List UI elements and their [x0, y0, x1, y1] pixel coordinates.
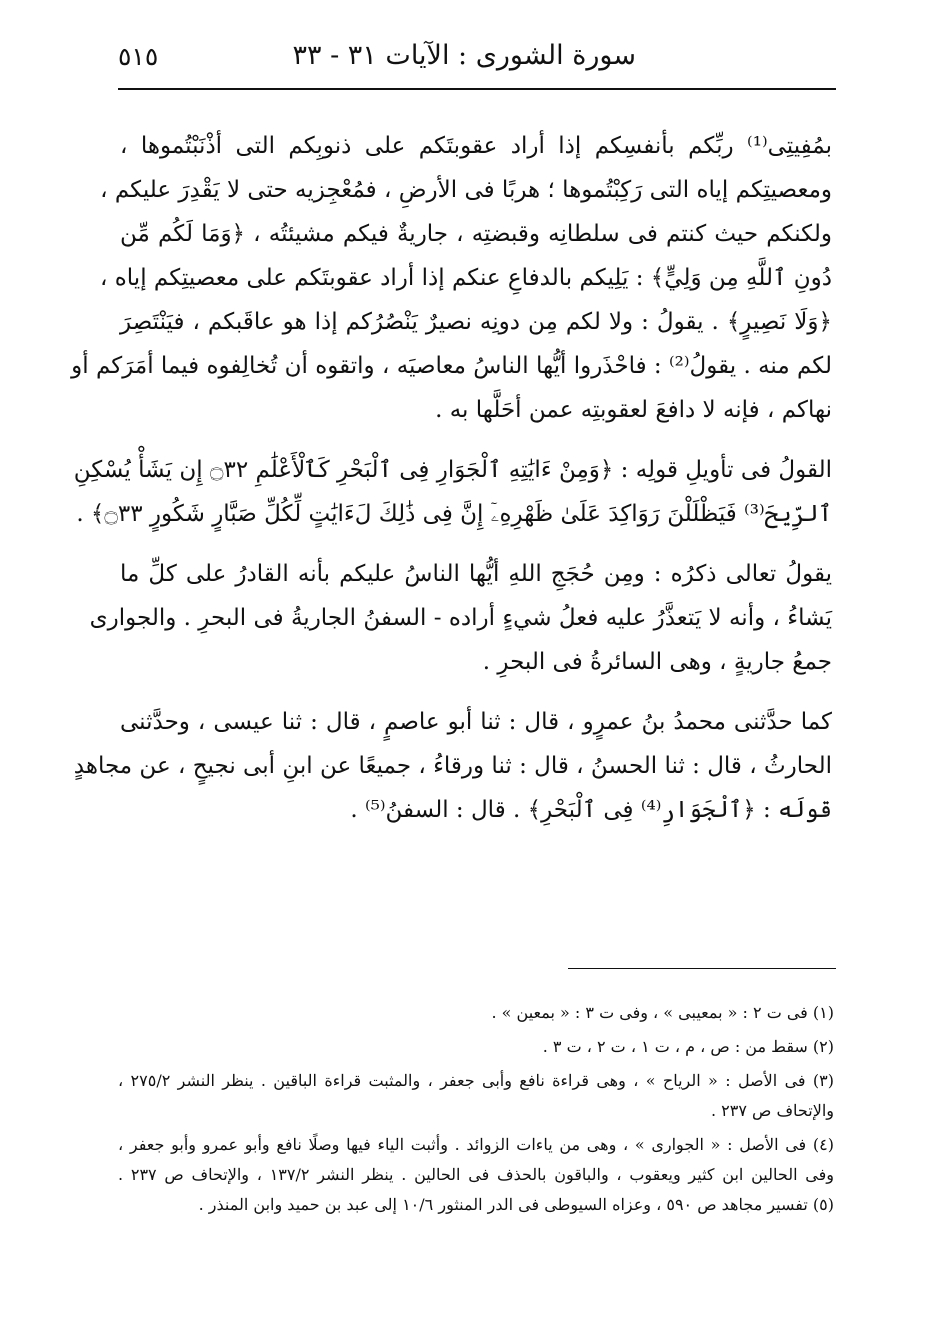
text-line: الحارثُ ، قال : ثنا الحسنُ ، قال : ثنا ورقاءُ ، جميعًا عن ابنِ أبى نجيحٍ ، عن مجاهدٍ: [73, 753, 832, 779]
text-line: دُونِ ٱللَّهِ مِن وَلِيٍّ﴾ : يَلِيكم بالدفاعِ عنكم إذا أراد عقوبتَكم على معصيتِكم إياه ،: [100, 265, 832, 291]
text-line: كما حدَّثنى محمدُ بنُ عمرٍو ، قال : ثنا أبو عاصمٍ ، قال : ثنا عيسى ، وحدَّثنى: [120, 709, 832, 735]
paragraph-3: [89, 552, 832, 684]
footnotes: [118, 998, 834, 1220]
header-divider: [118, 88, 836, 90]
footnote-line: والإتحاف ص ٢٣٧ .: [710, 1101, 834, 1120]
text-line: ومعصيتِكم إياه التى رَكِبْتُموها ؛ هربًا فى الأرضِ ، فمُعْجِزيه حتى لا يَقْدِرَ عليكم ،: [100, 177, 832, 203]
page-title: سورة الشورى : الآيات ٣١ - ٣٣: [292, 40, 636, 71]
paragraph-gap: [120, 536, 832, 552]
text-line: ولكنكم حيث كنتم فى سلطانِه وقبضتِه ، جاريةٌ فيكم مشيئتُه ، ﴿وَمَا لَكُم مِّن: [120, 221, 832, 247]
footnote-line: (٢) سقط من : ص ، م ، ت ١ ، ت ٢ ، ت ٣ .: [542, 1037, 834, 1056]
text-line: ﴿وَلَا نَصِيرٍ﴾ . يقولُ : ولا لكم مِن دونِه نصيرٌ يَنْصُرُكم إذا هو عاقَبكم ، فيَنْتَصِرَ: [120, 309, 832, 335]
footnote-line: (٥) تفسير مجاهد ص ٥٩٠ ، وعزاه السيوطى فى الدر المنثور ١٠/٦ إلى عبد بن حميد وابن المنذر .: [198, 1195, 834, 1214]
text-line: لكم منه . يقولُ⁽²⁾ : فاحْذَروا أيُّها الناسُ معاصيَه ، واتقوه أن تُخالِفوه فيما أمَرَكم أو: [71, 353, 832, 379]
footnote-line: (٣) فى الأصل : « الرياح » ، وهى قراءة نافع وأبى جعفر ، والمثبت قراءة الباقين . ينظر النشر ٢٧٥/٢ ،: [118, 1071, 835, 1090]
footnote-divider: [568, 968, 836, 969]
footnote-line: (٤) فى الأصل : « الجوارى » ، وهى من ياءات الزوائد . وأثبت الياء فيها وصلًا نافع وأبو عمرو وأبو جعفر ،: [118, 1135, 834, 1154]
text-line: القولُ فى تأويلِ قولِه : ﴿وَمِنْ ءَايَٰتِهِ ٱلْجَوَارِ فِى ٱلْبَحْرِ كَٱلْأَعْلَٰمِ ۝٣٢ إِن يَشَأْ يُسْكِنِ: [73, 457, 832, 483]
text-line: ٱلرِّيحَ⁽³⁾ فَيَظْلَلْنَ رَوَاكِدَ عَلَىٰ ظَهْرِهِۦٓ إِنَّ فِى ذَٰلِكَ لَءَايَٰتٍ لِّكُلِّ صَبَّارٍ شَكُورٍ ۝٣٣﴾ .: [76, 501, 832, 527]
paragraph-gap: [120, 684, 832, 700]
text-line: نهاكم ، فإنه لا دافعَ لعقوبتِه عمن أحَلَّها به .: [435, 397, 832, 423]
paragraph-1: [71, 124, 832, 432]
paragraph-4: [73, 700, 832, 832]
footnote-line: وفى الحالين ابن كثير ويعقوب ، والباقون بالحذف فى الحالين . ينظر النشر ١٣٧/٢ ، والإتحاف ص ٢٣٧ .: [118, 1165, 834, 1184]
running-header: [118, 34, 836, 90]
page-number: ٥١٥: [118, 42, 159, 71]
text-line: يَشاءُ ، وأنه لا يَتعذَّرُ عليه فعلُ شيءٍ أراده - السفنُ الجاريةُ فى البحرِ . والجوارى: [89, 605, 832, 631]
paragraph-2: [73, 448, 832, 536]
text-line: يقولُ تعالى ذكرُه : ومِن حُجَجِ اللهِ أيُّها الناسُ عليكم بأنه القادرُ على كلِّ ما: [120, 561, 832, 587]
main-text: [71, 124, 832, 832]
text-line: قولَه : ﴿ٱلْجَوَارِ⁽⁴⁾ فِى ٱلْبَحْرِ﴾ . قال : السفنُ⁽⁵⁾ .: [350, 797, 832, 823]
paragraph-gap: [120, 432, 832, 448]
text-line: جمعُ جاريةٍ ، وهى السائرةُ فى البحرِ .: [482, 649, 832, 675]
text-line: بمُفِيتِى⁽¹⁾ ربِّكم بأنفسِكم إذا أراد عقوبتَكم على ذنوبِكم التى أذْنَبْتُموها ،: [120, 133, 832, 159]
footnote-line: (١) فى ت ٢ : « بمعيبى » ، وفى ت ٣ : « بمعين » .: [491, 1003, 834, 1022]
